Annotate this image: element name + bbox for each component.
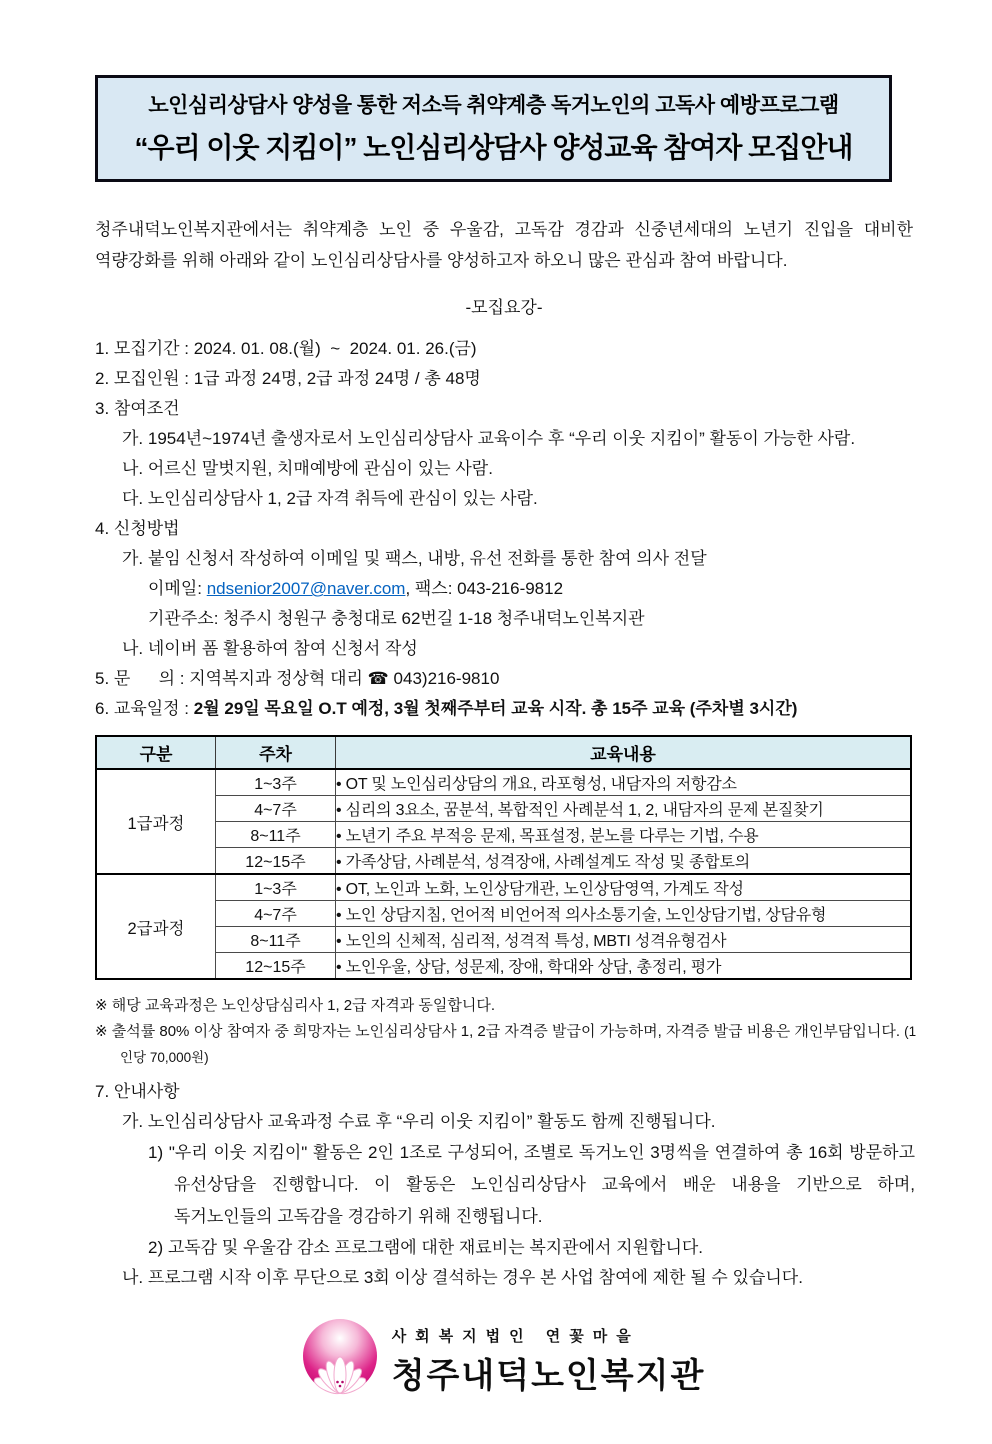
guidance-a: 가. 노인심리상담사 교육과정 수료 후 “우리 이웃 지킴이” 활동도 함께 진행됩니다.: [122, 1112, 716, 1131]
content-cell: • OT 및 노인심리상담의 개요, 라포형성, 내담자의 저항감소: [336, 769, 912, 796]
item-email-line: [95, 574, 915, 604]
table-row: [96, 927, 911, 953]
table-row: [96, 874, 911, 901]
item-schedule: [95, 694, 915, 724]
week-cell: 12~15주: [216, 953, 336, 980]
banner-title: “우리 이웃 지킴이” 노인심리상담사 양성교육 참여자 모집안내: [134, 132, 853, 163]
footnote-equivalency: ※ 해당 교육과정은 노인상담심리사 1, 2급 자격과 동일합니다.: [95, 997, 496, 1014]
week-cell: 1~3주: [216, 769, 336, 796]
week-cell: 4~7주: [216, 901, 336, 927]
week-cell: 1~3주: [216, 874, 336, 901]
footnote-certificate-fee-text: ※ 출석률 80% 이상 참여자 중 희망자는 노인심리상담사 1, 2급 자격증 발급이 가능하며, 자격증 발급 비용은 개인부담입니다.: [95, 1023, 905, 1040]
item-contact: 5. 문 의 : 지역복지과 정상혁 대리 ☎ 043)216-9810: [95, 669, 500, 688]
guidance-b: 나. 프로그램 시작 이후 무단으로 3회 이상 결석하는 경우 본 사업 참여에 제한 될 수 있습니다.: [122, 1268, 803, 1287]
org-name-small: 사회복지법인 연꽃마을: [391, 1327, 640, 1345]
content-cell: • 노인우울, 상담, 성문제, 장애, 학대와 상담, 총정리, 평가: [336, 953, 912, 980]
table-row: [96, 769, 911, 796]
column-header-category: 구분: [96, 736, 216, 769]
week-cell: 12~15주: [216, 848, 336, 875]
item-condition-b: 나. 어르신 말벗지원, 치매예방에 관심이 있는 사람.: [122, 459, 493, 478]
title-banner: [95, 75, 892, 182]
table-row: [96, 953, 911, 980]
guidance-a2: 2) 고독감 및 우울감 감소 프로그램에 대한 재료비는 복지관에서 지원합니다.: [148, 1238, 704, 1257]
item-recruit-period: 1. 모집기간 : 2024. 01. 08.(월) ~ 2024. 01. 26.(금): [95, 339, 477, 358]
fax-text: , 팩스: 043-216-9812: [405, 579, 564, 598]
guidance-section: [95, 1077, 915, 1293]
item-conditions: 3. 참여조건: [95, 399, 180, 418]
org-logo: [95, 1317, 910, 1404]
footnote-fee-amount: (1인당 70,000원): [120, 1024, 917, 1065]
table-header-row: [96, 736, 911, 769]
footnotes: [95, 993, 919, 1071]
schedule-table: [95, 735, 912, 980]
course-level-cell: 1급과정: [96, 769, 216, 874]
content-cell: • 노인의 신체적, 심리적, 성격적 특성, MBTI 성격유형검사: [336, 927, 912, 953]
week-cell: 8~11주: [216, 822, 336, 848]
content-cell: • OT, 노인과 노화, 노인상담개관, 노인상담영역, 가계도 작성: [336, 874, 912, 901]
lotus-logo-icon: [300, 1317, 380, 1404]
column-header-week: 주차: [216, 736, 336, 769]
content-cell: • 가족상담, 사례분석, 성격장애, 사례설계도 작성 및 종합토의: [336, 848, 912, 875]
banner-subtitle: 노인심리상담사 양성을 통한 저소득 취약계층 독거노인의 고독사 예방프로그램: [148, 94, 839, 117]
item-condition-c: 다. 노인심리상담사 1, 2급 자격 취득에 관심이 있는 사람.: [122, 489, 538, 508]
email-link[interactable]: ndsenior2007@naver.com: [206, 579, 406, 598]
week-cell: 4~7주: [216, 796, 336, 822]
table-row: [96, 822, 911, 848]
table-row: [96, 901, 911, 927]
org-name-large: 청주내덕노인복지관: [391, 1356, 706, 1395]
recruit-heading: -모집요강-: [465, 298, 543, 317]
item-apply-method: 4. 신청방법: [95, 519, 180, 538]
footnote-certificate-fee: [95, 1019, 919, 1071]
intro-paragraph: 청주내덕노인복지관에서는 취약계층 노인 중 우울감, 고독감 경감과 신중년세대의 노년기 진입을 대비한 역량강화를 위해 아래와 같이 노인심리상담사를 양성하고자 하오니 많은 관심과 참여 바랍니다.: [95, 220, 913, 270]
item-guidance: 7. 안내사항: [95, 1082, 180, 1101]
column-header-content: 교육내용: [336, 736, 912, 769]
table-row: [96, 848, 911, 875]
guidance-a1: 1) "우리 이웃 지킴이" 활동은 2인 1조로 구성되어, 조별로 독거노인 3명씩을 연결하여 총 16회 방문하고 유선상담을 진행합니다. 이 활동은 노인심리상담사 교육에서 배운 내용을 기반으로 하며, 독거노인들의 고독감을 경감하기 위해 진행됩니다.: [148, 1143, 915, 1226]
email-label: 이메일:: [148, 579, 207, 598]
item-apply-b: 나. 네이버 폼 활용하여 참여 신청서 작성: [122, 639, 418, 658]
schedule-bold-text: 2월 29일 목요일 O.T 예정, 3월 첫째주부터 교육 시작. 총 15주 교육 (주차별 3시간): [193, 699, 798, 718]
item-apply-a: 가. 붙임 신청서 작성하여 이메일 및 팩스, 내방, 유선 전화를 통한 참여 의사 전달: [122, 549, 707, 568]
table-row: [96, 796, 911, 822]
week-cell: 8~11주: [216, 927, 336, 953]
item-address: 기관주소: 청주시 청원구 충청대로 62번길 1-18 청주내덕노인복지관: [148, 609, 645, 628]
course-level-cell: 2급과정: [96, 874, 216, 979]
content-cell: • 노인 상담지침, 언어적 비언어적 의사소통기술, 노인상담기법, 상담유형: [336, 901, 912, 927]
content-cell: • 심리의 3요소, 꿈분석, 복합적인 사례분석 1, 2, 내담자의 문제 본질찾기: [336, 796, 912, 822]
recruit-details-list: [95, 334, 915, 724]
org-name-block: [392, 1325, 706, 1397]
content-cell: • 노년기 주요 부적응 문제, 목표설정, 분노를 다루는 기법, 수용: [336, 822, 912, 848]
item-recruit-count: 2. 모집인원 : 1급 과정 24명, 2급 과정 24명 / 총 48명: [95, 369, 481, 388]
schedule-label: 6. 교육일정 :: [95, 699, 194, 718]
item-condition-a: 가. 1954년~1974년 출생자로서 노인심리상담사 교육이수 후 “우리 이웃 지킴이” 활동이 가능한 사람.: [122, 429, 856, 448]
